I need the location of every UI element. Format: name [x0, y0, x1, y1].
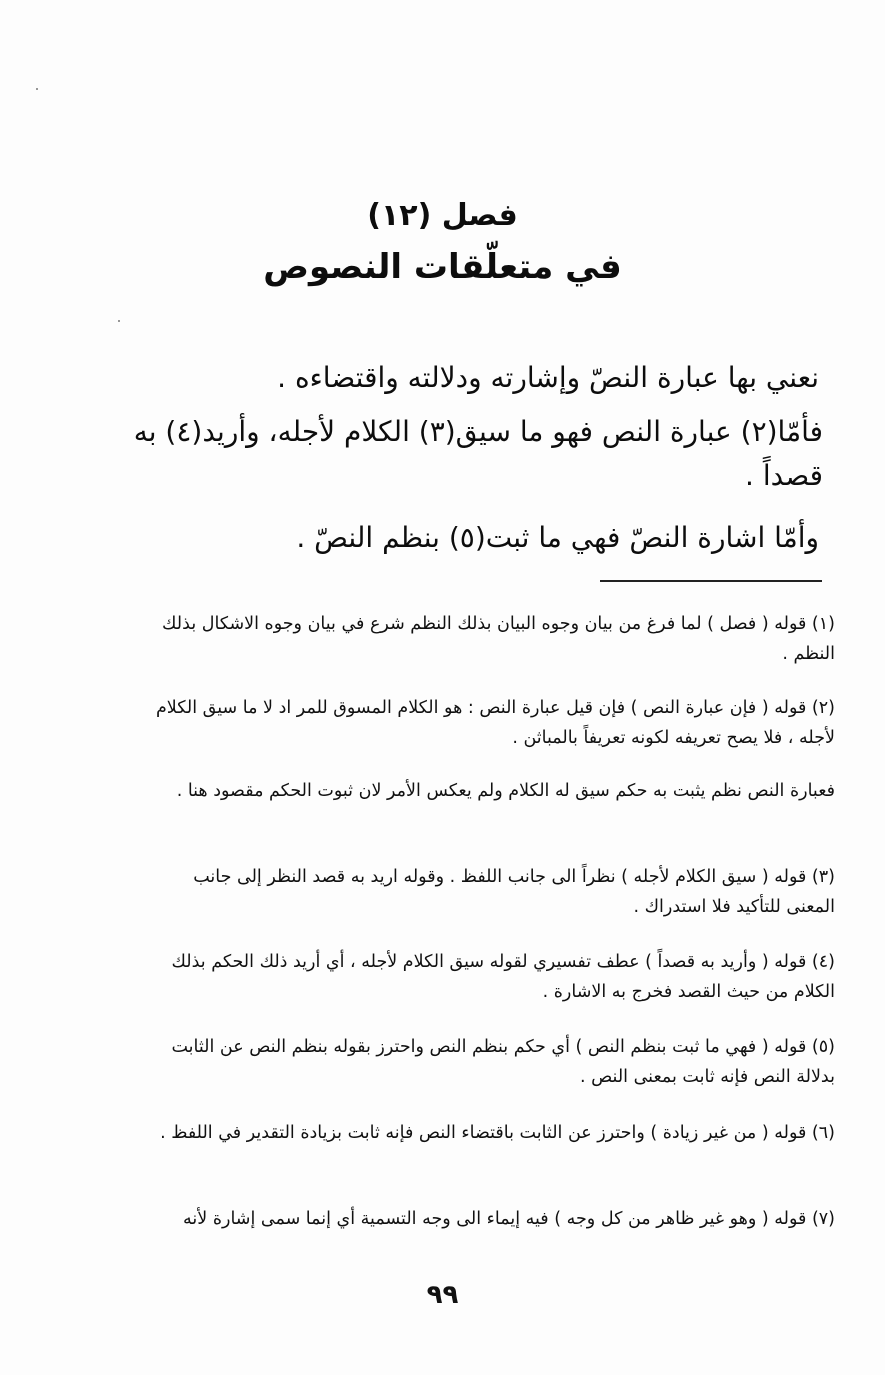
footnote: (٥) قوله ( فهي ما ثبت بنظم النص ) أي حكم بنظم النص واحترز بقوله بنظم النص عن الثابت بدلالة النص فإنه ثابت بمعنى النص .: [171, 1037, 835, 1087]
section-heading: فصل (١٢): [367, 198, 518, 233]
page-number: ٩٩: [426, 1280, 459, 1310]
footnote: (٤) قوله ( وأريد به قصداً ) عطف تفسيري لقوله سيق الكلام لأجله ، أي أريد ذلك الحكم بذلك الكلام من حيث القصد فخرج به الاشارة .: [171, 952, 835, 1002]
footnote: (١) قوله ( فصل ) لما فرغ من بيان وجوه البيان بذلك النظم شرع في بيان وجوه الاشكال بذلك النظم .: [162, 614, 835, 664]
footnote: (٣) قوله ( سيق الكلام لأجله ) نظراً الى جانب اللفظ . وقوله اريد به قصد النظر إلى جانب المعنى للتأكيد فلا استدراك .: [193, 867, 835, 917]
footnote: (٧) قوله ( وهو غير ظاهر من كل وجه ) فيه إيماء الى وجه التسمية أي إنما سمى إشارة لأنه: [183, 1209, 835, 1229]
footnote: (٢) قوله ( فإن عبارة النص ) فإن قيل عبارة النص : هو الكلام المسوق للمر اد لا ما سيق الكلام لأجله ، فلا يصح تعريفه لكونه تعريفاً بالمباثن .: [155, 698, 835, 748]
body-paragraph: نعني بها عبارة النصّ وإشارته ودلالته واقتضاءه .: [277, 361, 819, 394]
section-title: في متعلّقات النصوص: [263, 247, 622, 287]
footnote: فعبارة النص نظم يثبت به حكم سيق له الكلام ولم يعكس الأمر لان ثبوت الحكم مقصود هنا .: [176, 781, 835, 801]
footnote-separator: [600, 580, 822, 582]
body-paragraph: وأمّا اشارة النصّ فهي ما ثبت(٥) بنظم النصّ .: [296, 521, 819, 554]
scan-speck: [118, 320, 120, 322]
footnote: (٦) قوله ( من غير زيادة ) واحترز عن الثابت باقتضاء النص فإنه ثابت بزيادة التقدير في اللفظ .: [160, 1123, 835, 1143]
body-paragraph: فأمّا(٢) عبارة النص فهو ما سيق(٣) الكلام لأجله، وأريد(٤) به قصداً .: [133, 415, 823, 492]
scan-speck: [36, 88, 38, 90]
